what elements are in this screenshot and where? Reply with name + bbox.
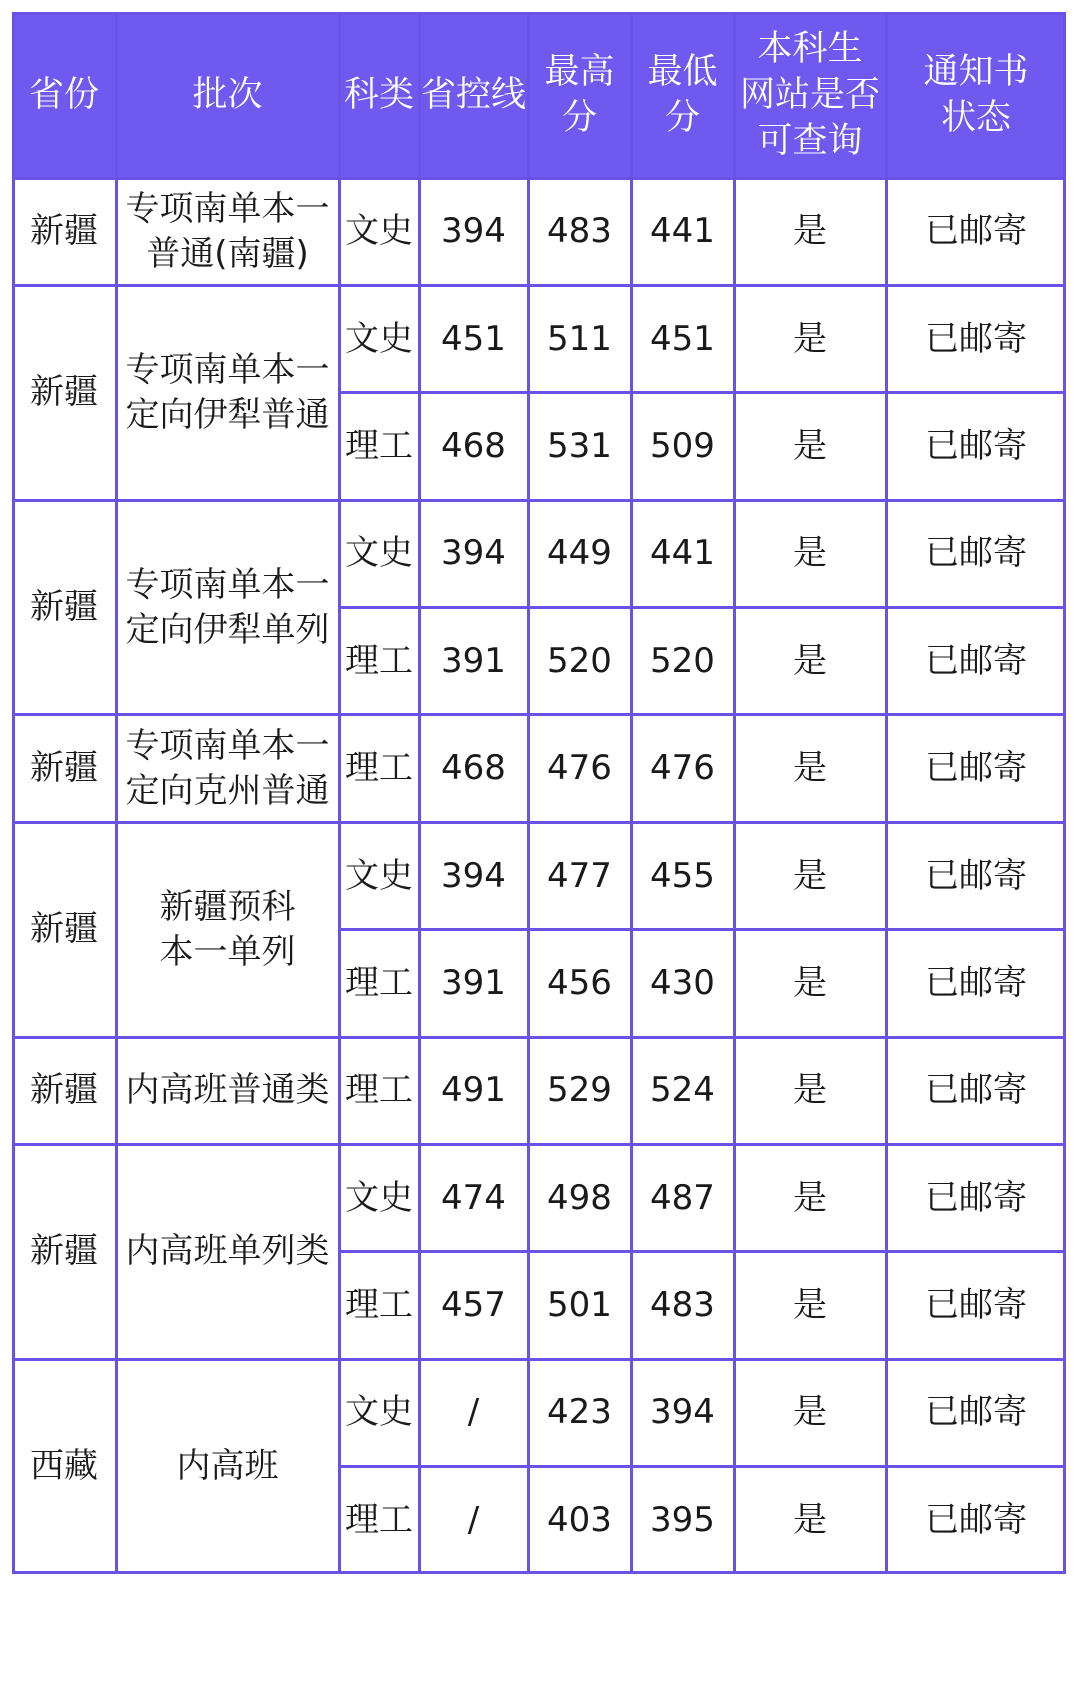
batch-cell: 内高班单列类 xyxy=(125,1231,330,1272)
max-score-cell: 498 xyxy=(547,1177,612,1218)
header-max-score: 最高分 xyxy=(528,12,631,178)
max-score-cell: 529 xyxy=(547,1070,612,1111)
grid-line-horizontal xyxy=(12,177,1066,180)
grid-line-horizontal xyxy=(339,606,1066,609)
min-score-cell: 487 xyxy=(650,1177,715,1218)
subject-cell: 理工 xyxy=(345,962,413,1003)
website-query-cell: 是 xyxy=(793,1177,827,1218)
min-score-cell: 395 xyxy=(650,1499,715,1540)
max-score-cell: 520 xyxy=(547,640,612,681)
max-score-cell: 511 xyxy=(547,318,612,359)
notice-status-cell: 已邮寄 xyxy=(925,1177,1027,1218)
grid-line-vertical xyxy=(338,12,341,1574)
header-batch: 批次 xyxy=(116,12,339,178)
min-score-cell: 520 xyxy=(650,640,715,681)
min-score-cell: 394 xyxy=(650,1392,715,1433)
subject-cell: 文史 xyxy=(345,318,413,359)
subject-cell: 理工 xyxy=(345,640,413,681)
website-query-cell: 是 xyxy=(793,748,827,789)
grid-line-vertical xyxy=(885,12,888,1574)
grid-line-horizontal xyxy=(12,12,1066,15)
header-province: 省份 xyxy=(12,12,116,178)
control-line-cell: 457 xyxy=(441,1285,506,1326)
min-score-cell: 451 xyxy=(650,318,715,359)
grid-line-vertical xyxy=(1063,12,1066,1574)
batch-cell: 专项南单本一 定向伊犁单列 xyxy=(125,564,330,650)
min-score-cell: 483 xyxy=(650,1285,715,1326)
header-website-query: 本科生 网站是否 可查询 xyxy=(734,12,886,178)
website-query-cell: 是 xyxy=(793,1392,827,1433)
grid-line-horizontal xyxy=(12,1571,1066,1574)
control-line-cell: 468 xyxy=(441,426,506,466)
max-score-cell: 423 xyxy=(547,1392,612,1433)
min-score-cell: 476 xyxy=(650,748,715,789)
min-score-cell: 455 xyxy=(650,855,715,896)
grid-line-horizontal xyxy=(12,1143,1066,1146)
website-query-cell: 是 xyxy=(793,962,827,1003)
grid-line-horizontal xyxy=(339,1465,1066,1468)
notice-status-cell: 已邮寄 xyxy=(925,855,1027,896)
subject-cell: 文史 xyxy=(345,1177,413,1218)
notice-status-cell: 已邮寄 xyxy=(925,211,1027,252)
batch-cell: 内高班普通类 xyxy=(125,1070,330,1111)
header-min-score: 最低分 xyxy=(631,12,734,178)
grid-line-vertical xyxy=(12,12,15,1574)
max-score-cell: 477 xyxy=(547,855,612,896)
subject-cell: 文史 xyxy=(345,533,413,574)
grid-line-horizontal xyxy=(12,499,1066,502)
control-line-cell: 391 xyxy=(441,962,506,1003)
subject-cell: 理工 xyxy=(345,426,413,466)
control-line-cell: 394 xyxy=(441,533,506,574)
max-score-cell: 449 xyxy=(547,533,612,574)
notice-status-cell: 已邮寄 xyxy=(925,1499,1027,1540)
website-query-cell: 是 xyxy=(793,855,827,896)
website-query-cell: 是 xyxy=(793,1499,827,1540)
grid-line-horizontal xyxy=(339,1250,1066,1253)
header-control-line: 省控线 xyxy=(419,12,528,178)
subject-cell: 理工 xyxy=(345,1070,413,1111)
notice-status-cell: 已邮寄 xyxy=(925,1285,1027,1326)
control-line-cell: 451 xyxy=(441,318,506,359)
province-cell: 新疆 xyxy=(30,211,98,252)
website-query-cell: 是 xyxy=(793,640,827,681)
website-query-cell: 是 xyxy=(793,1285,827,1326)
min-score-cell: 441 xyxy=(650,533,715,574)
control-line-cell: 468 xyxy=(441,748,506,789)
control-line-cell: / xyxy=(467,1392,480,1433)
notice-status-cell: 已邮寄 xyxy=(925,640,1027,681)
min-score-cell: 430 xyxy=(650,962,715,1003)
grid-line-horizontal xyxy=(339,391,1066,394)
batch-cell: 专项南单本一 定向伊犁普通 xyxy=(125,349,330,435)
website-query-cell: 是 xyxy=(793,533,827,574)
max-score-cell: 531 xyxy=(547,426,612,466)
grid-line-vertical xyxy=(418,12,421,1574)
max-score-cell: 483 xyxy=(547,211,612,252)
website-query-cell: 是 xyxy=(793,1070,827,1111)
control-line-cell: / xyxy=(467,1499,480,1540)
notice-status-cell: 已邮寄 xyxy=(925,748,1027,789)
subject-cell: 文史 xyxy=(345,211,413,252)
province-cell: 新疆 xyxy=(30,909,98,950)
max-score-cell: 456 xyxy=(547,962,612,1003)
grid-line-horizontal xyxy=(339,928,1066,931)
province-cell: 新疆 xyxy=(30,1231,98,1272)
min-score-cell: 441 xyxy=(650,211,715,252)
notice-status-cell: 已邮寄 xyxy=(925,962,1027,1003)
batch-cell: 内高班 xyxy=(176,1446,279,1487)
grid-line-horizontal xyxy=(12,1358,1066,1361)
admission-table xyxy=(12,12,1066,1674)
control-line-cell: 474 xyxy=(441,1177,506,1218)
control-line-cell: 394 xyxy=(441,855,506,896)
website-query-cell: 是 xyxy=(793,426,827,466)
grid-line-horizontal xyxy=(12,821,1066,824)
subject-cell: 文史 xyxy=(345,855,413,896)
min-score-cell: 524 xyxy=(650,1070,715,1111)
province-cell: 新疆 xyxy=(30,372,98,413)
notice-status-cell: 已邮寄 xyxy=(925,1392,1027,1433)
province-cell: 新疆 xyxy=(30,1070,98,1111)
notice-status-cell: 已邮寄 xyxy=(925,318,1027,359)
control-line-cell: 391 xyxy=(441,640,506,681)
max-score-cell: 501 xyxy=(547,1285,612,1326)
grid-line-horizontal xyxy=(12,1036,1066,1039)
grid-line-vertical xyxy=(733,12,736,1574)
subject-cell: 理工 xyxy=(345,748,413,789)
website-query-cell: 是 xyxy=(793,211,827,252)
province-cell: 新疆 xyxy=(30,748,98,789)
control-line-cell: 394 xyxy=(441,211,506,252)
website-query-cell: 是 xyxy=(793,318,827,359)
batch-cell: 新疆预科 本一单列 xyxy=(159,886,296,972)
notice-status-cell: 已邮寄 xyxy=(925,1070,1027,1111)
header-subject: 科类 xyxy=(339,12,419,178)
province-cell: 新疆 xyxy=(30,587,98,628)
grid-line-vertical xyxy=(630,12,633,1574)
subject-cell: 理工 xyxy=(345,1499,413,1540)
subject-cell: 文史 xyxy=(345,1392,413,1433)
grid-line-horizontal xyxy=(12,713,1066,716)
min-score-cell: 509 xyxy=(650,426,715,466)
province-cell: 西藏 xyxy=(30,1446,98,1487)
subject-cell: 理工 xyxy=(345,1285,413,1326)
grid-line-horizontal xyxy=(12,284,1066,287)
notice-status-cell: 已邮寄 xyxy=(925,426,1027,466)
control-line-cell: 491 xyxy=(441,1070,506,1111)
batch-cell: 专项南单本一 普通(南疆) xyxy=(125,188,330,274)
grid-line-vertical xyxy=(115,12,118,1574)
header-notice-status: 通知书 状态 xyxy=(886,12,1066,178)
notice-status-cell: 已邮寄 xyxy=(925,533,1027,574)
grid-line-vertical xyxy=(527,12,530,1574)
max-score-cell: 476 xyxy=(547,748,612,789)
max-score-cell: 403 xyxy=(547,1499,612,1540)
batch-cell: 专项南单本一 定向克州普通 xyxy=(125,725,330,811)
